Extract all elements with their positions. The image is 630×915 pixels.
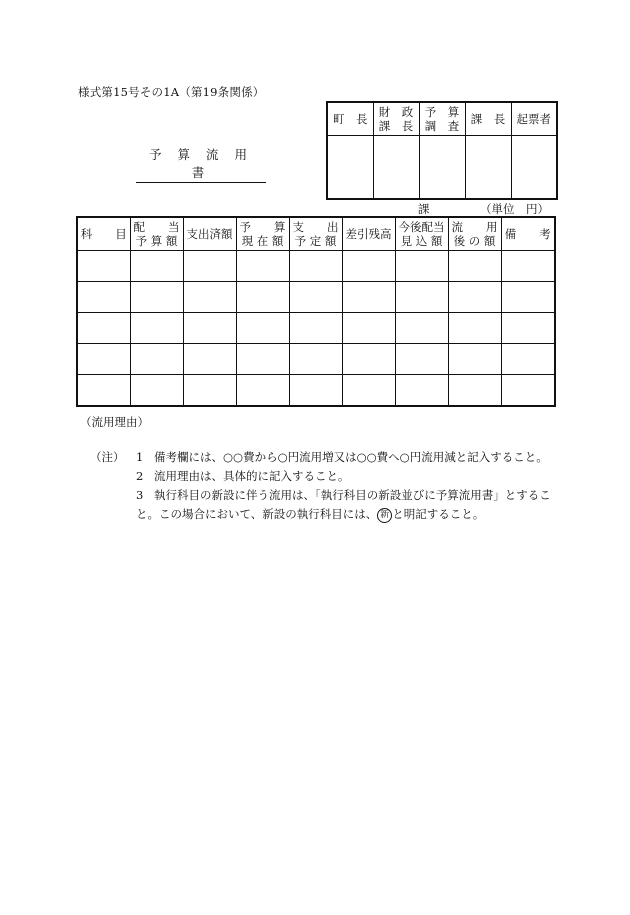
stamp-header-label: 課 長 [470, 112, 506, 126]
stamp-header-finance-chief [373, 102, 419, 136]
table-cell[interactable] [395, 282, 448, 313]
circled-new-mark: 新 [377, 508, 392, 523]
table-cell[interactable] [501, 313, 555, 344]
notes-section [90, 448, 560, 524]
table-cell[interactable] [130, 282, 183, 313]
table-cell[interactable] [342, 282, 395, 313]
approval-stamp-box [326, 101, 558, 200]
stamp-header-budget-review [419, 102, 465, 136]
note-text: と。この場合において、新設の執行科目には、 [136, 507, 378, 521]
table-cell[interactable] [289, 251, 342, 282]
table-row [77, 375, 555, 407]
stamp-header-label: 調 査 [424, 119, 460, 133]
stamp-header-label: 町 長 [333, 112, 368, 126]
stamp-header-drafter [511, 102, 557, 136]
department-label: 課 [418, 202, 430, 216]
document-title: 予 算 流 用 書 [136, 145, 266, 183]
header-post-transfer-amount [448, 217, 501, 251]
table-cell[interactable] [289, 344, 342, 375]
form-number: 様式第15号その1A（第19条関係） [78, 85, 265, 99]
table-cell[interactable] [130, 251, 183, 282]
table-cell[interactable] [77, 282, 130, 313]
header-label: 支 出 [292, 220, 339, 234]
header-label: 予 算 [239, 220, 286, 234]
stamp-cell[interactable] [465, 136, 511, 200]
header-label: 配 当 [133, 220, 180, 234]
header-item [77, 217, 130, 251]
table-cell[interactable] [183, 251, 236, 282]
table-cell[interactable] [77, 375, 130, 407]
budget-transfer-table [76, 216, 556, 407]
note-number: 2 [136, 469, 144, 483]
header-balance [342, 217, 395, 251]
table-row [77, 313, 555, 344]
header-spent [183, 217, 236, 251]
table-cell[interactable] [130, 313, 183, 344]
note-text: 流用理由は、具体的に記入すること。 [154, 469, 350, 483]
table-cell[interactable] [183, 344, 236, 375]
table-cell[interactable] [342, 251, 395, 282]
note-item [90, 448, 560, 467]
table-cell[interactable] [448, 375, 501, 407]
stamp-header-label: 起票者 [516, 112, 551, 126]
header-label: 差引残高 [345, 227, 392, 241]
table-cell[interactable] [77, 313, 130, 344]
header-current-budget [236, 217, 289, 251]
table-cell[interactable] [395, 251, 448, 282]
table-cell[interactable] [501, 344, 555, 375]
header-label: 備 考 [504, 227, 551, 241]
table-cell[interactable] [236, 282, 289, 313]
stamp-cell[interactable] [373, 136, 419, 200]
header-planned-expenditure [289, 217, 342, 251]
table-cell[interactable] [501, 282, 555, 313]
note-item [90, 486, 560, 505]
note-item [90, 467, 560, 486]
header-label: 予 定 額 [294, 234, 337, 248]
note-text: と明記すること。 [392, 507, 485, 521]
table-cell[interactable] [236, 313, 289, 344]
stamp-header-section-chief [465, 102, 511, 136]
stamp-header-label: 財 政 [378, 105, 414, 119]
table-cell[interactable] [130, 375, 183, 407]
table-cell[interactable] [501, 251, 555, 282]
table-cell[interactable] [289, 313, 342, 344]
header-allocated-budget [130, 217, 183, 251]
header-expected-allocation [395, 217, 448, 251]
note-text: 執行科目の新設に伴う流用は、「執行科目の新設並びに予算流用書」とするこ [154, 488, 551, 502]
stamp-header-label: 課 長 [378, 119, 414, 133]
table-cell[interactable] [448, 313, 501, 344]
table-row [77, 251, 555, 282]
table-cell[interactable] [342, 344, 395, 375]
note-text: 備考欄には、○○費から○円流用増又は○○費へ○円流用減と記入すること。 [154, 450, 548, 464]
table-cell[interactable] [501, 375, 555, 407]
stamp-cell[interactable] [419, 136, 465, 200]
table-cell[interactable] [395, 344, 448, 375]
header-label: 見 込 額 [400, 234, 443, 248]
unit-label: （単位 円） [480, 202, 549, 216]
table-cell[interactable] [448, 251, 501, 282]
header-label: 後 の 額 [453, 234, 496, 248]
table-cell[interactable] [448, 344, 501, 375]
table-cell[interactable] [395, 313, 448, 344]
table-cell[interactable] [395, 375, 448, 407]
table-cell[interactable] [342, 313, 395, 344]
table-cell[interactable] [289, 282, 342, 313]
note-continuation [90, 505, 560, 524]
stamp-cell[interactable] [327, 136, 373, 200]
header-label: 支出済額 [186, 227, 233, 241]
table-cell[interactable] [236, 344, 289, 375]
table-header-row [77, 217, 555, 251]
stamp-cell[interactable] [511, 136, 557, 200]
table-cell[interactable] [183, 375, 236, 407]
table-cell[interactable] [289, 375, 342, 407]
table-cell[interactable] [183, 282, 236, 313]
table-cell[interactable] [77, 344, 130, 375]
header-label: 科 目 [80, 227, 127, 241]
header-label: 予 算 額 [135, 234, 178, 248]
note-number: 1 [136, 450, 144, 464]
table-cell[interactable] [342, 375, 395, 407]
transfer-reason-label: （流用理由） [80, 415, 149, 429]
table-cell[interactable] [130, 344, 183, 375]
header-remarks [501, 217, 555, 251]
header-label: 今後配当 [398, 220, 445, 234]
table-cell[interactable] [236, 375, 289, 407]
table-row [77, 344, 555, 375]
table-cell[interactable] [77, 251, 130, 282]
note-number: 3 [136, 488, 144, 502]
table-cell[interactable] [183, 313, 236, 344]
stamp-header-mayor [327, 102, 373, 136]
table-row [77, 282, 555, 313]
table-cell[interactable] [236, 251, 289, 282]
notes-mark: （注） [90, 450, 125, 464]
table-cell[interactable] [448, 282, 501, 313]
header-label: 現 在 額 [241, 234, 284, 248]
header-label: 流 用 [451, 220, 498, 234]
stamp-header-label: 予 算 [424, 105, 460, 119]
